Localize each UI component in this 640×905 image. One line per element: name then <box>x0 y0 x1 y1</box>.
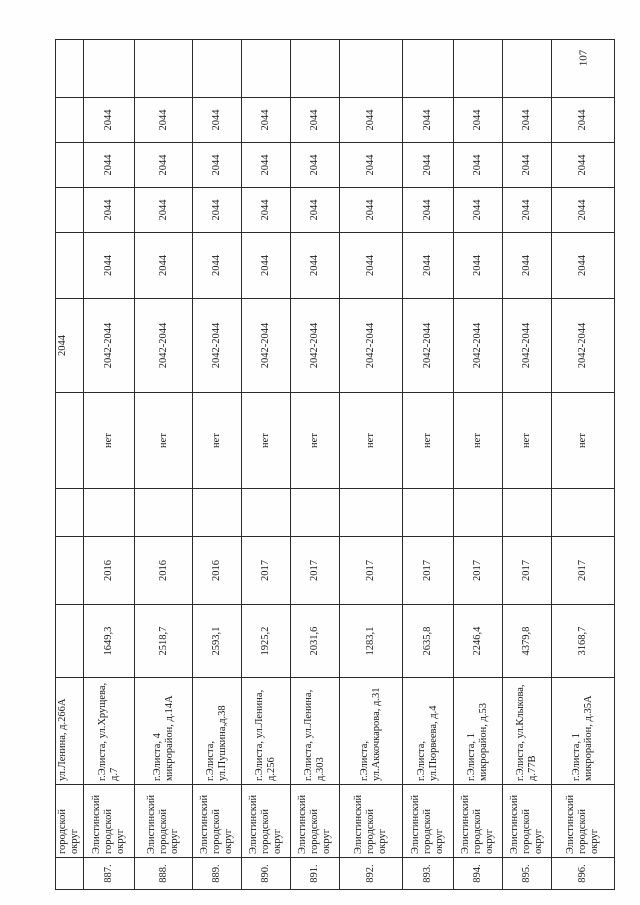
cell-plan: 2042-2044 <box>551 299 614 393</box>
cell-y1: 2044 <box>502 233 551 299</box>
cell-y4: 2044 <box>339 98 402 143</box>
cell-y4: 2044 <box>453 98 502 143</box>
table-row <box>241 40 290 890</box>
cell-address: г.Элиста, 4 микрорайон, д.14А <box>134 678 192 785</box>
cell-y2: 2044 <box>551 188 614 233</box>
cell-flag: нет <box>339 393 402 489</box>
cell-area <box>56 605 84 678</box>
cell-y1: 2044 <box>453 233 502 299</box>
cell-plan: 2042-2044 <box>241 299 290 393</box>
cell-year: 2016 <box>193 537 242 605</box>
cell-y1: 2044 <box>134 233 192 299</box>
cell-y1: 2044 <box>402 233 453 299</box>
cell-plan: 2044 <box>56 299 84 393</box>
cell-org: Элистинский городской округ <box>134 785 192 858</box>
cell-year: 2017 <box>551 537 614 605</box>
cell-last <box>290 40 339 98</box>
cell-y4: 2044 <box>134 98 192 143</box>
cell-address: г.Элиста, ул.Клыкова, д.77В <box>502 678 551 785</box>
cell-flag: нет <box>551 393 614 489</box>
cell-area: 3168,7 <box>551 605 614 678</box>
cell-y3: 2044 <box>241 143 290 188</box>
cell-y3: 2044 <box>502 143 551 188</box>
cell-flag: нет <box>134 393 192 489</box>
cell-y3: 2044 <box>551 143 614 188</box>
cell-empty <box>339 489 402 537</box>
cell-plan: 2042-2044 <box>134 299 192 393</box>
table-row-top-continuation <box>56 40 84 890</box>
cell-last <box>193 40 242 98</box>
cell-area: 2518,7 <box>134 605 192 678</box>
cell-empty <box>241 489 290 537</box>
cell-y4: 2044 <box>402 98 453 143</box>
cell-num: 893. <box>402 858 453 890</box>
cell-address: г.Элиста, ул.Ленина, д.303 <box>290 678 339 785</box>
cell-year: 2017 <box>241 537 290 605</box>
cell-last <box>241 40 290 98</box>
cell-flag: нет <box>453 393 502 489</box>
cell-y4: 2044 <box>551 98 614 143</box>
cell-y2: 2044 <box>241 188 290 233</box>
cell-org: Элистинский городской округ <box>84 785 135 858</box>
cell-y4: 2044 <box>290 98 339 143</box>
cell-year: 2017 <box>502 537 551 605</box>
cell-flag: нет <box>84 393 135 489</box>
cell-y2: 2044 <box>502 188 551 233</box>
cell-org: Элистинский городской округ <box>551 785 614 858</box>
cell-area: 2246,4 <box>453 605 502 678</box>
cell-plan: 2042-2044 <box>502 299 551 393</box>
cell-empty <box>402 489 453 537</box>
cell-y1: 2044 <box>84 233 135 299</box>
cell-flag: нет <box>502 393 551 489</box>
cell-last <box>402 40 453 98</box>
cell-area: 2635,8 <box>402 605 453 678</box>
cell-empty <box>453 489 502 537</box>
table-body <box>56 40 615 890</box>
cell-y3: 2044 <box>339 143 402 188</box>
page-number: 107 <box>577 49 590 67</box>
cell-year: 2017 <box>339 537 402 605</box>
cell-num: 888. <box>134 858 192 890</box>
cell-empty <box>134 489 192 537</box>
cell-plan: 2042-2044 <box>339 299 402 393</box>
cell-area: 4379,8 <box>502 605 551 678</box>
cell-org: Элистинский городской округ <box>290 785 339 858</box>
cell-flag <box>56 393 84 489</box>
table-row <box>193 40 242 890</box>
table-row <box>502 40 551 890</box>
cell-y3: 2044 <box>290 143 339 188</box>
cell-y2: 2044 <box>402 188 453 233</box>
cell-num: 889. <box>193 858 242 890</box>
cell-y2: 2044 <box>84 188 135 233</box>
cell-year <box>56 537 84 605</box>
cell-y4: 2044 <box>193 98 242 143</box>
cell-y1: 2044 <box>241 233 290 299</box>
cell-last <box>453 40 502 98</box>
cell-num: 891. <box>290 858 339 890</box>
cell-area: 2031,6 <box>290 605 339 678</box>
cell-plan: 2042-2044 <box>193 299 242 393</box>
table-row <box>551 40 614 890</box>
cell-org: Элистинский городской округ <box>339 785 402 858</box>
cell-year: 2017 <box>402 537 453 605</box>
cell-address: г.Элиста, ул.Пюрвеева, д.4 <box>402 678 453 785</box>
cell-y3: 2044 <box>134 143 192 188</box>
cell-num: 890. <box>241 858 290 890</box>
cell-address: г.Элиста, 1 микрорайон, д.53 <box>453 678 502 785</box>
cell-org: Элистинский городской округ <box>241 785 290 858</box>
cell-y1: 2044 <box>551 233 614 299</box>
cell-org: Элистинский городской округ <box>402 785 453 858</box>
cell-plan: 2042-2044 <box>453 299 502 393</box>
cell-area: 1283,1 <box>339 605 402 678</box>
cell-last <box>56 40 84 98</box>
cell-address: ул.Ленина, д.266А <box>56 678 84 785</box>
cell-year: 2017 <box>290 537 339 605</box>
cell-empty <box>290 489 339 537</box>
cell-y4: 2044 <box>241 98 290 143</box>
cell-y1: 2044 <box>193 233 242 299</box>
cell-y2 <box>56 188 84 233</box>
cell-flag: нет <box>290 393 339 489</box>
cell-y3: 2044 <box>402 143 453 188</box>
cell-empty <box>84 489 135 537</box>
cell-last <box>134 40 192 98</box>
cell-y2: 2044 <box>290 188 339 233</box>
table-row <box>290 40 339 890</box>
cell-flag: нет <box>241 393 290 489</box>
cell-year: 2016 <box>84 537 135 605</box>
cell-org: Элистинский городской округ <box>453 785 502 858</box>
cell-flag: нет <box>193 393 242 489</box>
cell-y4: 2044 <box>502 98 551 143</box>
cell-y2: 2044 <box>453 188 502 233</box>
cell-num <box>56 858 84 890</box>
cell-num: 892. <box>339 858 402 890</box>
cell-address: г.Элиста, ул.Хрущева, д.7 <box>84 678 135 785</box>
cell-last <box>551 40 614 98</box>
cell-address: г.Элиста, 1 микрорайон, д.35А <box>551 678 614 785</box>
cell-address: г.Элиста, ул.Пушкина,д.38 <box>193 678 242 785</box>
cell-area: 1649,3 <box>84 605 135 678</box>
cell-y3: 2044 <box>84 143 135 188</box>
cell-address: г.Элиста, ул.Ленина, д.256 <box>241 678 290 785</box>
cell-y4 <box>56 98 84 143</box>
cell-org: Элистинский городской округ <box>502 785 551 858</box>
cell-y3: 2044 <box>193 143 242 188</box>
housing-repair-table <box>55 39 615 890</box>
cell-org: Элистинский городской округ <box>193 785 242 858</box>
cell-y1 <box>56 233 84 299</box>
cell-y2: 2044 <box>193 188 242 233</box>
cell-area: 1925,2 <box>241 605 290 678</box>
cell-y1: 2044 <box>290 233 339 299</box>
cell-num: 887. <box>84 858 135 890</box>
cell-num: 895. <box>502 858 551 890</box>
cell-y4: 2044 <box>84 98 135 143</box>
cell-empty <box>193 489 242 537</box>
table-row <box>84 40 135 890</box>
cell-last <box>339 40 402 98</box>
cell-y3 <box>56 143 84 188</box>
cell-address: г.Элиста, ул.Аккочкарова, д.31 <box>339 678 402 785</box>
table-row <box>453 40 502 890</box>
cell-org: городской округ <box>56 785 84 858</box>
cell-last <box>84 40 135 98</box>
cell-y3: 2044 <box>453 143 502 188</box>
cell-last <box>502 40 551 98</box>
cell-flag: нет <box>402 393 453 489</box>
table-row <box>402 40 453 890</box>
cell-plan: 2042-2044 <box>402 299 453 393</box>
table-row <box>134 40 192 890</box>
cell-year: 2017 <box>453 537 502 605</box>
table-row <box>339 40 402 890</box>
cell-plan: 2042-2044 <box>84 299 135 393</box>
cell-empty <box>502 489 551 537</box>
cell-plan: 2042-2044 <box>290 299 339 393</box>
cell-y2: 2044 <box>339 188 402 233</box>
cell-area: 2593,1 <box>193 605 242 678</box>
cell-empty <box>551 489 614 537</box>
cell-num: 894. <box>453 858 502 890</box>
cell-empty <box>56 489 84 537</box>
cell-num: 896. <box>551 858 614 890</box>
cell-y1: 2044 <box>339 233 402 299</box>
rotated-table-wrapper <box>55 40 615 890</box>
cell-year: 2016 <box>134 537 192 605</box>
cell-y2: 2044 <box>134 188 192 233</box>
